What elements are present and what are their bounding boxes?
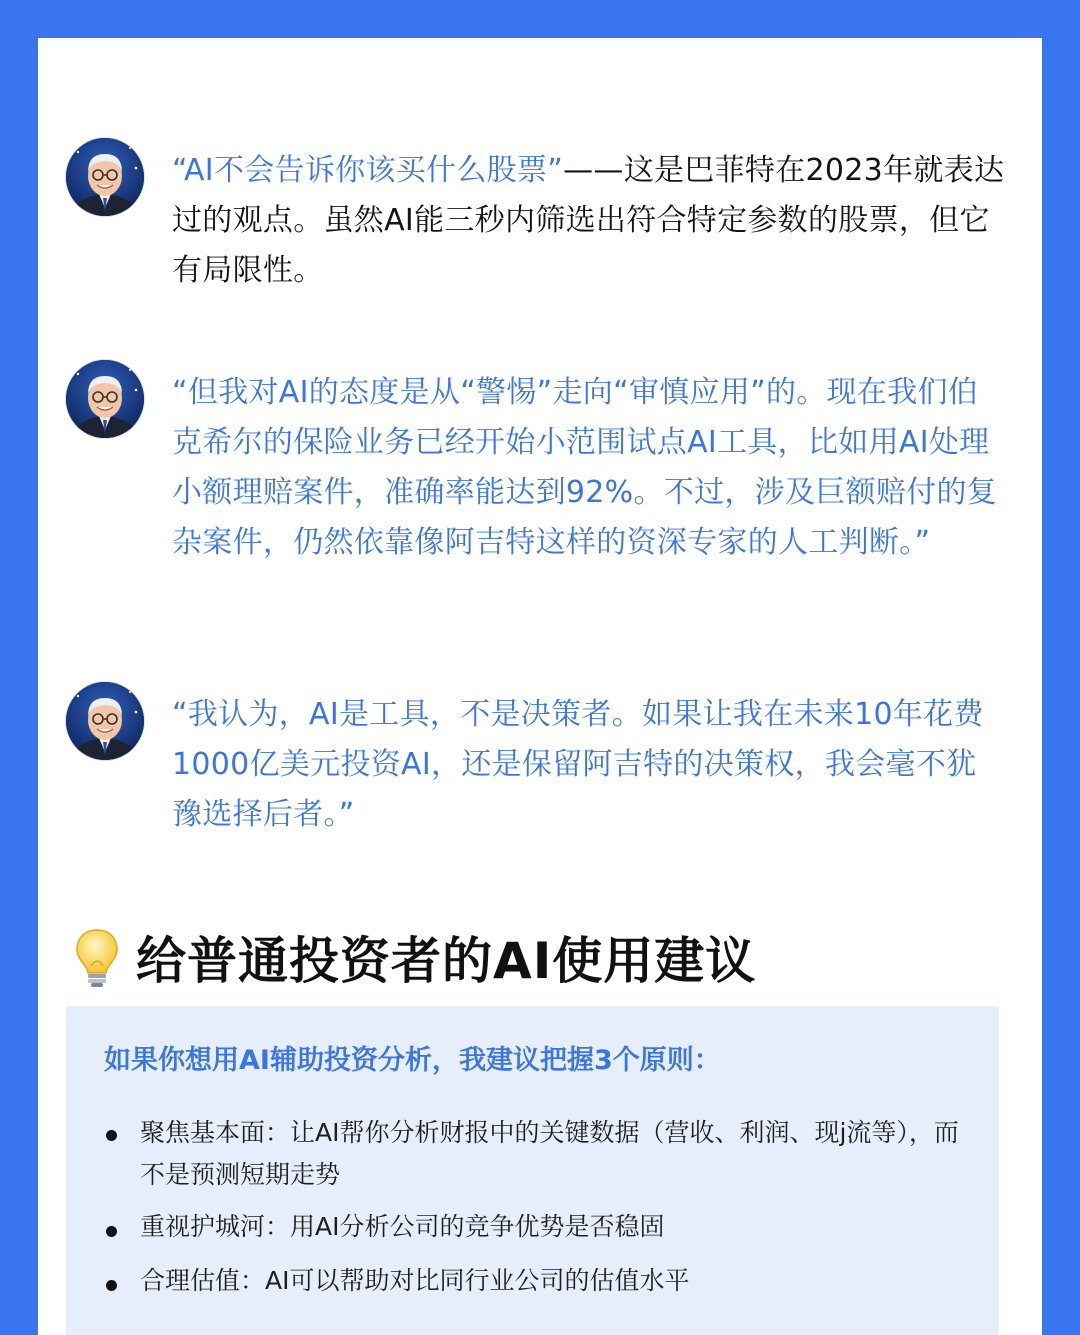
bullet-icon: [106, 1130, 117, 1141]
bullet-icon: [106, 1226, 117, 1237]
list-item-text: 合理估值：AI可以帮助对比同行业公司的估值水平: [140, 1266, 690, 1295]
avatar: [66, 138, 144, 216]
list-item-text: 聚焦基本面：让AI帮你分析财报中的关键数据（营收、利润、现j流等），而不是预测短期走势: [140, 1118, 959, 1189]
avatar: [66, 360, 144, 438]
list-item-text: 重视护城河：用AI分析公司的竞争优势是否稳固: [140, 1212, 665, 1241]
avatar: [66, 682, 144, 760]
quote-text-2: “但我对AI的态度是从“警惕”走向“审慎应用”的。现在我们伯克希尔的保险业务已经开始小范围试点AI工具，比如用AI处理小额理赔案件，准确率能达到92%。不过，涉及巨额赔付的复杂案件，仍然依靠像阿吉特这样的资深专家的人工判断。”: [172, 375, 998, 560]
tips-heading: 如果你想用AI辅助投资分析，我建议把握3个原则：: [104, 1045, 721, 1076]
section-heading: [72, 922, 756, 992]
lightbulb-icon: [72, 926, 122, 988]
quote-text-3: “我认为，AI是工具，不是决策者。如果让我在未来10年花费1000亿美元投资AI，还是保留阿吉特的决策权，我会毫不犹豫选择后者。”: [172, 697, 984, 832]
content-card: [38, 38, 1042, 1335]
quote-body: ——这是巴菲特在2023年就表达过的观点。虽然AI能三秒内筛选出符合特定参数的股票，但它有局限性。: [172, 153, 1005, 288]
quote-block-2: [66, 360, 1006, 620]
quote-highlight: “AI不会告诉你该买什么股票”: [172, 153, 564, 188]
quote-text-1: [172, 146, 1006, 296]
tips-box: [66, 1006, 999, 1335]
quote-block-1: [66, 138, 1006, 298]
quote-block-3: [66, 682, 1006, 842]
bullet-icon: [106, 1280, 117, 1291]
section-title: 给普通投资者的AI使用建议: [136, 932, 757, 990]
